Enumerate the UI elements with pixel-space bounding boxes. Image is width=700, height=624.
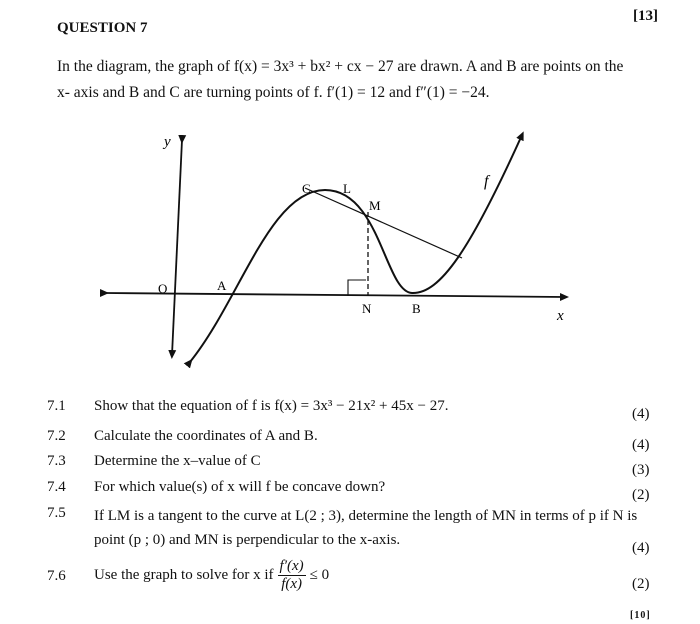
question-number: 7.6 [47, 568, 66, 584]
y-axis [172, 140, 182, 355]
question-number: 7.1 [47, 398, 66, 414]
subtotal-marks: [10] [630, 610, 651, 621]
question-number: 7.3 [47, 453, 66, 469]
point-label-b: B [412, 301, 421, 316]
question-text-after: ≤ 0 [309, 567, 330, 583]
point-label-a: A [217, 278, 227, 293]
question-marks: (3) [632, 462, 650, 478]
cubic-curve [190, 135, 522, 362]
question-marks: (2) [632, 487, 650, 503]
question-marks: (4) [632, 540, 650, 556]
question-text-line-2: point (p ; 0) and MN is perpendicular to the x-axis. [94, 532, 401, 548]
question-text: For which value(s) of x will f be concave down? [94, 479, 386, 495]
question-number: 7.4 [47, 479, 66, 495]
question-marks: (2) [632, 576, 650, 592]
question-marks: (4) [632, 437, 650, 453]
x-axis-label: x [557, 308, 564, 324]
point-label-c: C [302, 181, 311, 196]
question-number: 7.2 [47, 428, 66, 444]
question-number: 7.5 [47, 505, 66, 521]
point-label-o: O [158, 281, 168, 296]
question-text: Show that the equation of f is f(x) = 3x³ − 21x² + 45x − 27. [94, 398, 449, 414]
intro-line-2: x- axis and B and C are turning points of f. f′(1) = 12 and f″(1) = −24. [57, 84, 490, 101]
point-label-l: L [343, 181, 351, 196]
right-angle-marker [348, 280, 366, 296]
intro-line-1: In the diagram, the graph of f(x) = 3x³ + bx² + cx − 27 are drawn. A and B are points on the [57, 58, 624, 75]
fraction [278, 558, 306, 593]
y-axis-label: y [164, 134, 171, 150]
point-label-m: M [369, 198, 381, 213]
question-text-fraction [94, 558, 329, 593]
question-text: Determine the x–value of C [94, 453, 261, 469]
fraction-denominator: f(x) [281, 576, 303, 592]
question-text: Calculate the coordinates of A and B. [94, 428, 318, 444]
curve-label-f: f [484, 173, 489, 190]
total-marks: [13] [633, 8, 658, 24]
question-marks: (4) [632, 406, 650, 422]
point-label-n: N [362, 301, 372, 316]
question-text: If LM is a tangent to the curve at L(2 ; 3), determine the length of MN in terms of p if N is [94, 508, 638, 524]
question-text-before: Use the graph to solve for x if [94, 567, 274, 583]
question-title: QUESTION 7 [57, 20, 148, 36]
tangent-line-lm [305, 188, 462, 258]
fraction-numerator: f′(x) [279, 558, 304, 574]
